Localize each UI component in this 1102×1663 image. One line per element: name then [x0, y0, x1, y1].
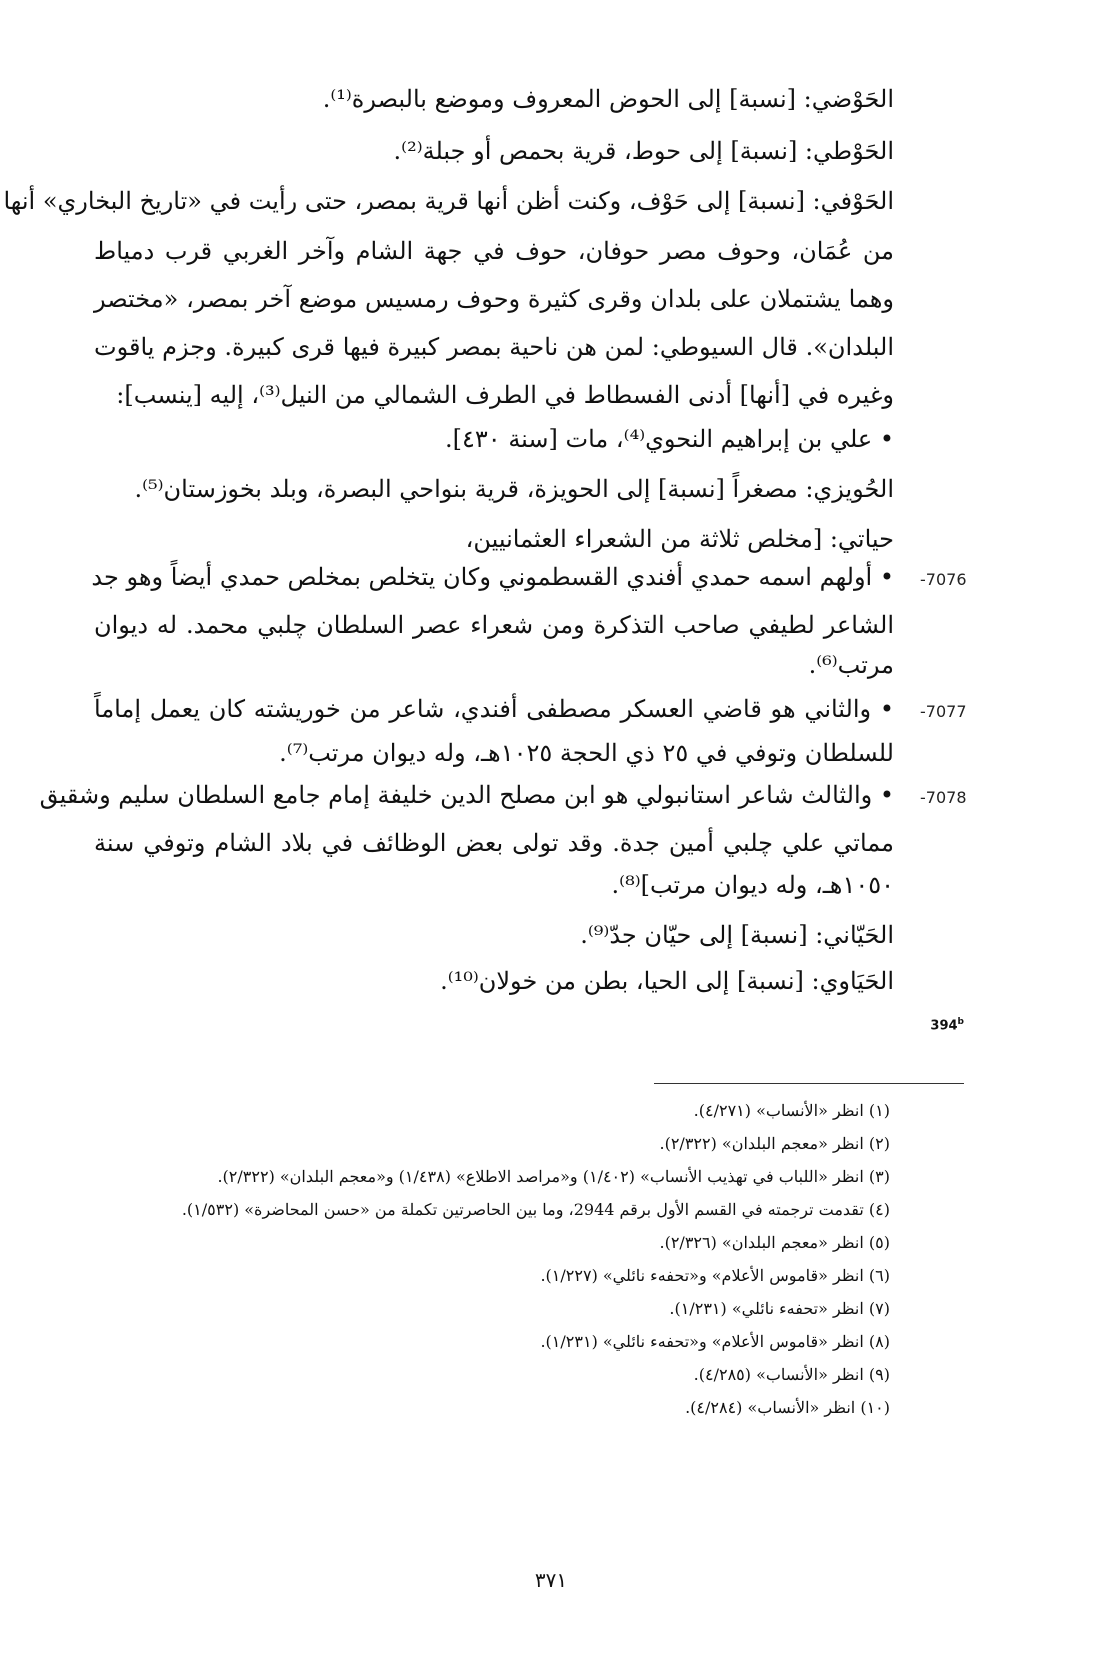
entry-line: وهما يشتملان على بلدان وقرى كثيرة وحوف رمسيس موضع آخر بمصر، «مختصر	[94, 285, 894, 313]
entry-line: مرتب⁽⁶⁾.	[808, 651, 894, 679]
footnote: (٨) انظر «قاموس الأعلام» و«تحفهء نائلي» (١/٢٣١).	[540, 1332, 890, 1351]
entry-line: • أولهم اسمه حمدي أفندي القسطموني وكان يتخلص بمخلص حمدي أيضاً وهو جد	[91, 563, 894, 591]
entry-line: الشاعر لطيفي صاحب التذكرة ومن شعراء عصر السلطان چلبي محمد. له ديوان	[94, 611, 895, 639]
entry-line: البلدان». قال السيوطي: لمن هن ناحية بمصر كبيرة فيها قرى كبيرة. وجزم ياقوت	[94, 333, 894, 361]
sheet-number: 394	[930, 1018, 958, 1034]
footnote-separator	[654, 1083, 964, 1084]
footnote: (١) انظر «الأنساب» (٤/٢٧١).	[693, 1101, 890, 1120]
entry-line: الحَوْضي: [نسبة] إلى الحوض المعروف وموضع بالبصرة⁽¹⁾.	[322, 85, 894, 113]
footnote: (٣) انظر «اللباب في تهذيب الأنساب» (١/٤٠٢) و«مراصد الاطلاع» (١/٤٣٨) و«معجم البلدان» (٢/٣٢٢).	[217, 1167, 890, 1186]
entry-number: -7076	[920, 570, 967, 589]
footnote: (٧) انظر «تحفهء نائلي» (١/٢٣١).	[669, 1299, 890, 1318]
sheet-marker	[930, 1017, 964, 1033]
entry-number: -7077	[920, 702, 967, 721]
sheet-suffix: b	[957, 1017, 964, 1027]
entry-line: مماتي علي چلبي أمين جدة. وقد تولى بعض الوظائف في بلاد الشام وتوفي سنة	[94, 829, 894, 857]
entry-line: للسلطان وتوفي في ٢٥ ذي الحجة ١٠٢٥هـ، وله ديوان مرتب⁽⁷⁾.	[279, 739, 894, 767]
entry-line: الحَوْطي: [نسبة] إلى حوط، قرية بحمص أو جبلة⁽²⁾.	[393, 137, 894, 165]
entry-line: الحَيَاوي: [نسبة] إلى الحيا، بطن من خولان⁽¹⁰⁾.	[440, 967, 894, 995]
entry-line: ١٠٥٠هـ، وله ديوان مرتب]⁽⁸⁾.	[611, 871, 894, 899]
entry-line: الحَوْفي: [نسبة] إلى حَوْف، وكنت أظن أنها قرية بمصر، حتى رأيت في «تاريخ البخاري» أنها	[3, 187, 894, 215]
footnote: (١٠) انظر «الأنساب» (٤/٢٨٤).	[685, 1398, 890, 1417]
footnote: (٦) انظر «قاموس الأعلام» و«تحفهء نائلي» (١/٢٢٧).	[540, 1266, 890, 1285]
entry-line: من عُمَان، وحوف مصر حوفان، حوف في جهة الشام وآخر الغربي قرب دمياط	[94, 237, 894, 265]
footnote: (٤) تقدمت ترجمته في القسم الأول برقم 2944، وما بين الحاصرتين تكملة من «حسن المحاضرة» (١/٥٣٢).	[181, 1200, 890, 1219]
entry-line: حياتي: [مخلص ثلاثة من الشعراء العثمانيين،	[465, 525, 894, 553]
entry-line: • والثاني هو قاضي العسكر مصطفى أفندي، شاعر من خوريشته كان يعمل إماماً	[94, 695, 894, 723]
footnote: (٢) انظر «معجم البلدان» (٢/٣٢٢).	[659, 1134, 890, 1153]
entry-line: • علي بن إبراهيم النحوي⁽⁴⁾، مات [سنة ٤٣٠].	[445, 425, 894, 453]
footnote: (٩) انظر «الأنساب» (٤/٢٨٥).	[693, 1365, 890, 1384]
entry-line: الحَيّاني: [نسبة] إلى حيّان جدّ⁽⁹⁾.	[580, 921, 894, 949]
footnote: (٥) انظر «معجم البلدان» (٢/٣٢٦).	[659, 1233, 890, 1252]
entry-line: الحُويزي: مصغراً [نسبة] إلى الحويزة، قرية بنواحي البصرة، وبلد بخوزستان⁽⁵⁾.	[134, 475, 894, 503]
entry-line: وغيره في [أنها] أدنى الفسطاط في الطرف الشمالي من النيل⁽³⁾، إليه [ينسب]:	[116, 381, 894, 409]
entry-number: -7078	[920, 788, 967, 807]
entry-line: • والثالث شاعر استانبولي هو ابن مصلح الدين خليفة إمام جامع السلطان سليم وشقيق	[39, 781, 894, 809]
page-number: ٣٧١	[534, 1568, 568, 1592]
